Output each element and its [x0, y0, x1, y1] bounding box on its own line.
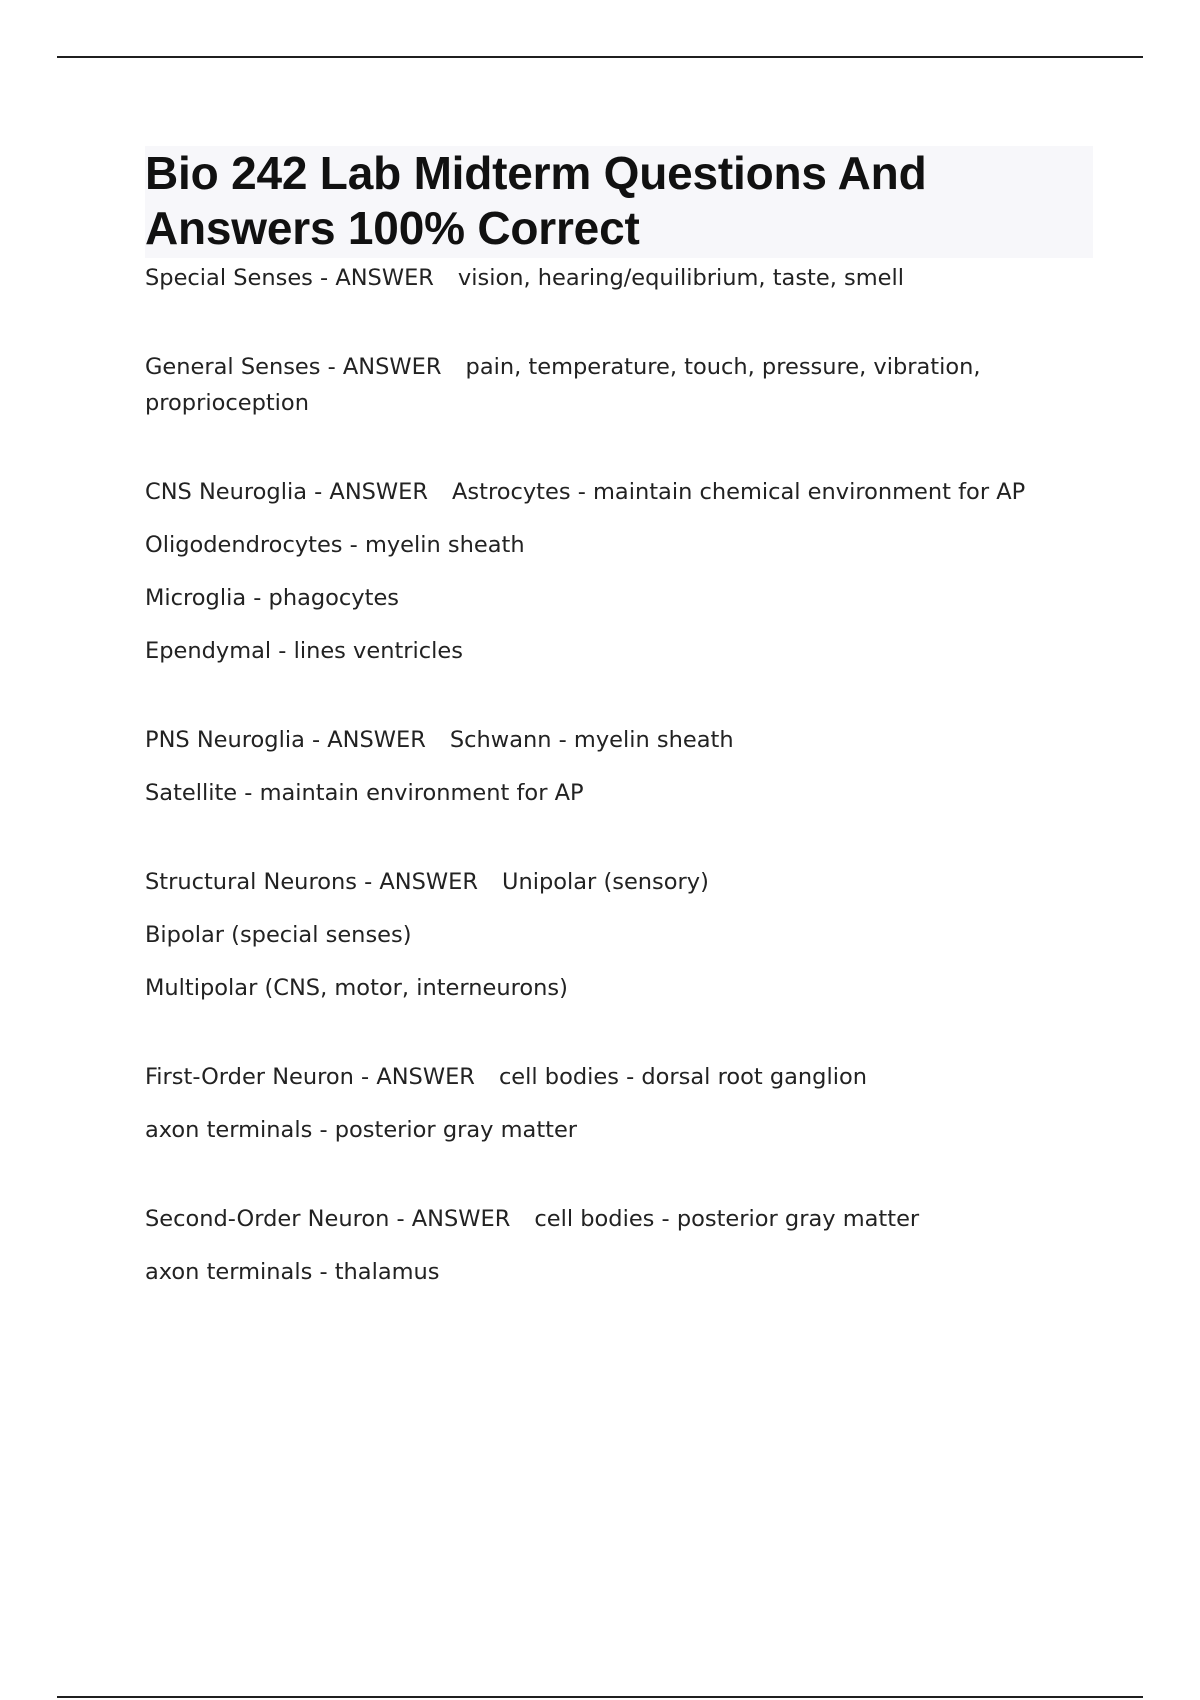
qa-line: [145, 722, 1095, 758]
qa-list: [145, 260, 1095, 1290]
qa-answer-line: Ependymal - lines ventricles: [145, 638, 463, 664]
qa-answer-line: Microglia - phagocytes: [145, 585, 400, 611]
qa-term: Second-Order Neuron - ANSWER: [145, 1206, 511, 1232]
qa-answer-line: Oligodendrocytes - myelin sheath: [145, 532, 525, 558]
qa-entry-cns-neuroglia: [145, 474, 1095, 669]
qa-line: [145, 349, 1095, 385]
qa-answer-line: axon terminals - posterior gray matter: [145, 1117, 578, 1143]
qa-term: CNS Neuroglia - ANSWER: [145, 479, 429, 505]
qa-answer: vision, hearing/equilibrium, taste, smell: [457, 265, 904, 291]
title-line-2: Answers 100% Correct: [145, 202, 640, 254]
qa-entry-structural-neurons: [145, 864, 1095, 1006]
qa-answer: cell bodies - posterior gray matter: [534, 1206, 920, 1232]
qa-answer: Schwann - myelin sheath: [449, 727, 734, 753]
title-line-1: Bio 242 Lab Midterm Questions And: [145, 147, 927, 199]
qa-answer: Astrocytes - maintain chemical environment for AP: [452, 479, 1026, 505]
qa-line: [145, 864, 1095, 900]
qa-answer-line: Bipolar (special senses): [145, 922, 412, 948]
qa-answer-line: Satellite - maintain environment for AP: [145, 780, 584, 806]
document-body: [145, 146, 1095, 1343]
qa-entry-first-order-neuron: [145, 1059, 1095, 1148]
qa-term: General Senses - ANSWER: [145, 354, 442, 380]
qa-line: [145, 1059, 1095, 1095]
document-title: [145, 146, 1093, 256]
qa-line: [145, 474, 1095, 510]
qa-answer: Unipolar (sensory): [501, 869, 709, 895]
qa-entry-special-senses: [145, 260, 1095, 296]
qa-entry-pns-neuroglia: [145, 722, 1095, 811]
title-block: [145, 146, 1093, 258]
qa-term: First-Order Neuron - ANSWER: [145, 1064, 475, 1090]
qa-answer: pain, temperature, touch, pressure, vibration,: [465, 354, 981, 380]
qa-answer-line: axon terminals - thalamus: [145, 1259, 440, 1285]
qa-line: [145, 1201, 1095, 1237]
qa-term: Structural Neurons - ANSWER: [145, 869, 478, 895]
qa-term: Special Senses - ANSWER: [145, 265, 434, 291]
qa-entry-second-order-neuron: [145, 1201, 1095, 1290]
top-rule: [57, 56, 1143, 58]
bottom-rule: [57, 1696, 1143, 1698]
qa-answer-continuation: proprioception: [145, 390, 309, 416]
qa-answer-line: Multipolar (CNS, motor, interneurons): [145, 975, 568, 1001]
qa-entry-general-senses: [145, 349, 1095, 421]
qa-line: [145, 260, 1095, 296]
qa-answer: cell bodies - dorsal root ganglion: [498, 1064, 867, 1090]
qa-term: PNS Neuroglia - ANSWER: [145, 727, 426, 753]
